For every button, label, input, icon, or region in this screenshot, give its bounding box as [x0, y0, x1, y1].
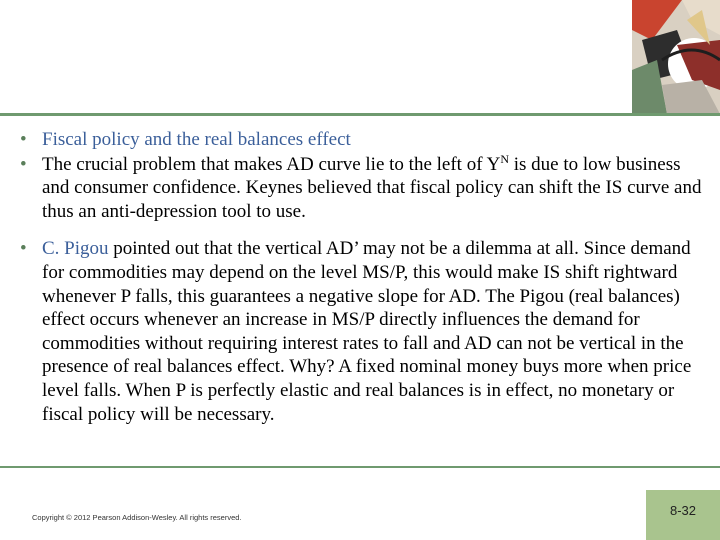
abstract-art-icon: [632, 0, 720, 114]
pigou-name: C. Pigou: [42, 238, 109, 260]
bullet-crucial-problem: [20, 153, 710, 224]
decorative-artwork: [632, 0, 720, 114]
header-divider: [0, 113, 720, 116]
superscript-n: N: [500, 151, 509, 166]
slide-body: [20, 128, 710, 426]
bullet-fiscal-policy: [20, 128, 710, 152]
bullet-title: Fiscal policy and the real balances effect: [42, 129, 351, 150]
footer-divider: [0, 466, 720, 468]
page-number-box: [646, 490, 720, 540]
bullet-pigou: [20, 237, 710, 426]
bullet-text-b: is due to low business and consumer confidence. Keynes believed that fiscal policy can shift the IS curve and thus an anti-depression tool to use.: [42, 153, 702, 222]
bullet-text: pointed out that the vertical AD’ may not be a dilemma at all. Since demand for commodities may depend on the level MS/P, this would make IS shift rightward whenever P falls, this guarantees a negative slope for AD. The Pigou (real balances) effect occurs whenever an increase in MS/P directly influences the demand for commodities without requiring interest rates to fall and AD can not be vertical in the presence of real balances effect. Why? A fixed nominal money buys more when price level falls. When P is perfectly elastic and real balances is in effect, no monetary or fiscal policy will be necessary.: [42, 238, 692, 425]
bullet-marker: •: [20, 129, 27, 150]
page-number: 8-32: [669, 503, 697, 518]
copyright-notice: Copyright © 2012 Pearson Addison-Wesley. All rights reserved.: [32, 513, 242, 522]
bullet-marker: •: [20, 153, 27, 175]
bullet-marker: •: [20, 238, 27, 260]
bullet-text-a: The crucial problem that makes AD curve lie to the left of Y: [42, 153, 501, 175]
